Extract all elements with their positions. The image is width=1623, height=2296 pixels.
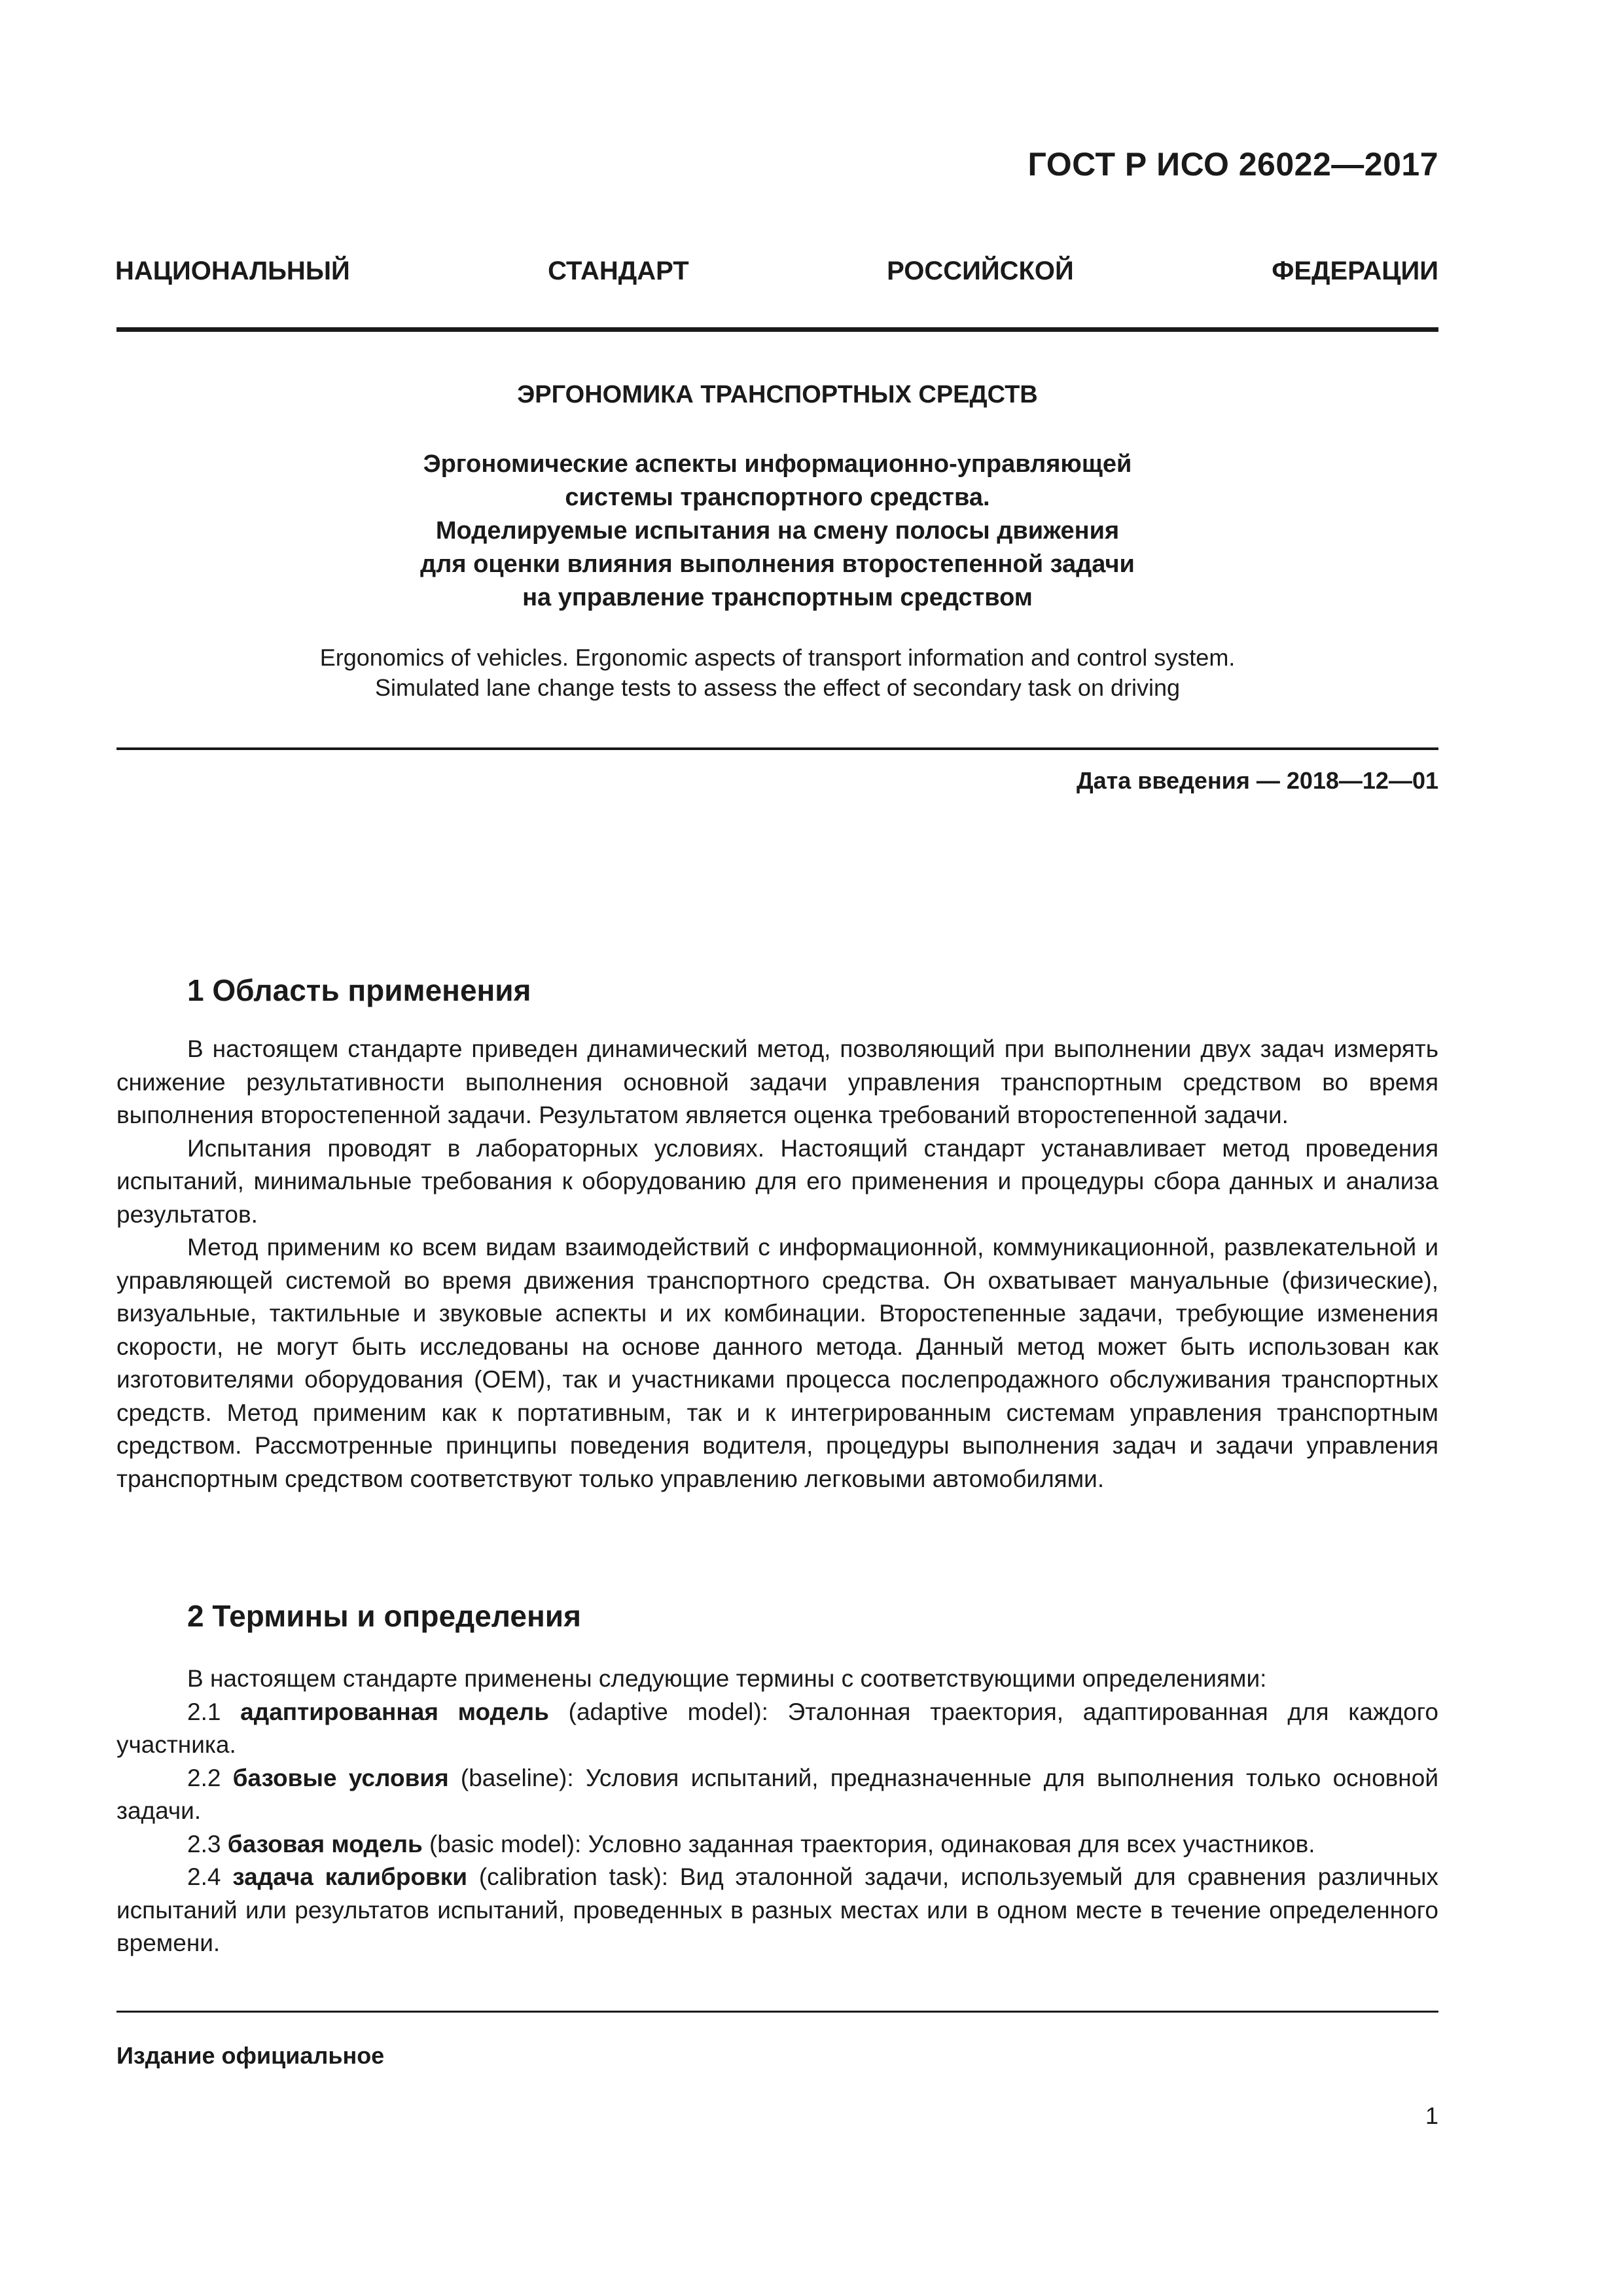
subtitle-line: на управление транспортным средством [522,584,1033,611]
subtitle-line: системы транспортного средства. [565,484,990,511]
header-divider [116,327,1438,332]
section-heading-terms: 2 Термины и определения [187,1599,581,1633]
main-title: ЭРГОНОМИКА ТРАНСПОРТНЫХ СРЕДСТВ [517,381,1038,408]
edition-note: Издание официальное [116,2042,385,2069]
term-number: 2.2 [187,1764,221,1791]
term-entry [116,1828,1438,1861]
term-definition: (basic model): Условно заданная траектория, одинаковая для всех участников. [429,1830,1315,1857]
term-name: базовые условия [232,1764,449,1791]
national-standard-banner [115,257,1438,286]
terms-intro: В настоящем стандарте применены следующие термины с соответствующими определениями: [187,1665,1267,1692]
banner-word: РОССИЙСКОЙ [887,257,1074,285]
term-entry [116,1762,1438,1828]
subtitle-line: Моделируемые испытания на смену полосы движения [435,517,1120,545]
scope-body [116,1033,1438,1496]
term-number: 2.3 [187,1830,221,1857]
term-name: базовая модель [227,1830,423,1857]
section-heading-scope: 1 Область применения [187,973,531,1007]
term-name: адаптированная модель [240,1698,549,1725]
page-number: 1 [1425,2102,1438,2129]
banner-word: ФЕДЕРАЦИИ [1272,257,1438,285]
banner-word: НАЦИОНАЛЬНЫЙ [115,257,350,285]
english-title-line: Simulated lane change tests to assess the effect of secondary task on driving [374,674,1181,701]
title-divider [116,747,1438,750]
term-number: 2.1 [187,1698,221,1725]
term-definition: (adaptive model): Эталонная траектория, адаптированная для каждого участника. [116,1698,1439,1758]
term-entry [116,1696,1438,1762]
intro-date: Дата введения — 2018—12—01 [1076,767,1438,794]
english-title [116,643,1438,703]
english-title-line: Ergonomics of vehicles. Ergonomic aspects of transport information and control system. [319,644,1236,671]
paragraph: Метод применим ко всем видам взаимодействий с информационной, коммуникационной, развлекательной и управляющей системой во время движения транспортного средства. Он охватывает мануальные (физические), визуальные, тактильные и звуковые аспекты и их комбинации. Второстепенные задачи, требующие изменения скорости, не могут быть исследованы на основе данного метода. Данный метод может быть использован как изготовителями оборудования (OEM), так и участниками процесса послепродажного обслуживания транспортных средств. Метод применим как к портативным, так и к интегрированным системам управления транспортным средством. Рассмотренные принципы поведения водителя, процедуры выполнения задач и задачи управления транспортным средством соответствуют только управлению легковыми автомобилями. [116,1234,1438,1492]
subtitle-line: для оценки влияния выполнения второстепенной задачи [420,550,1135,578]
paragraph: Испытания проводят в лабораторных условиях. Настоящий стандарт устанавливает метод проведения испытаний, минимальные требования к оборудованию для его применения и процедуры сбора данных и анализа результатов. [116,1134,1438,1228]
footer-divider [116,2011,1438,2013]
banner-word: СТАНДАРТ [548,257,689,285]
subtitle [116,448,1438,615]
paragraph: В настоящем стандарте приведен динамический метод, позволяющий при выполнении двух задач измерять снижение результативности выполнения основной задачи управления транспортным средством во время выполнения второстепенной задачи. Результатом является оценка требований второстепенной задачи. [116,1035,1438,1128]
term-definition: (calibration task): Вид эталонной задачи, используемый для сравнения различных испытаний или результатов испытаний, проведенных в разных местах или в одном месте в течение определенного времени. [116,1863,1439,1956]
term-entry [116,1861,1438,1960]
standard-code: ГОСТ Р ИСО 26022—2017 [1027,146,1438,183]
subtitle-line: Эргономические аспекты информационно-управляющей [423,450,1132,478]
term-number: 2.4 [187,1863,221,1890]
terms-body [116,1662,1438,1960]
term-definition: (baseline): Условия испытаний, предназначенные для выполнения только основной задачи. [116,1764,1438,1824]
term-name: задача калибровки [232,1863,468,1890]
